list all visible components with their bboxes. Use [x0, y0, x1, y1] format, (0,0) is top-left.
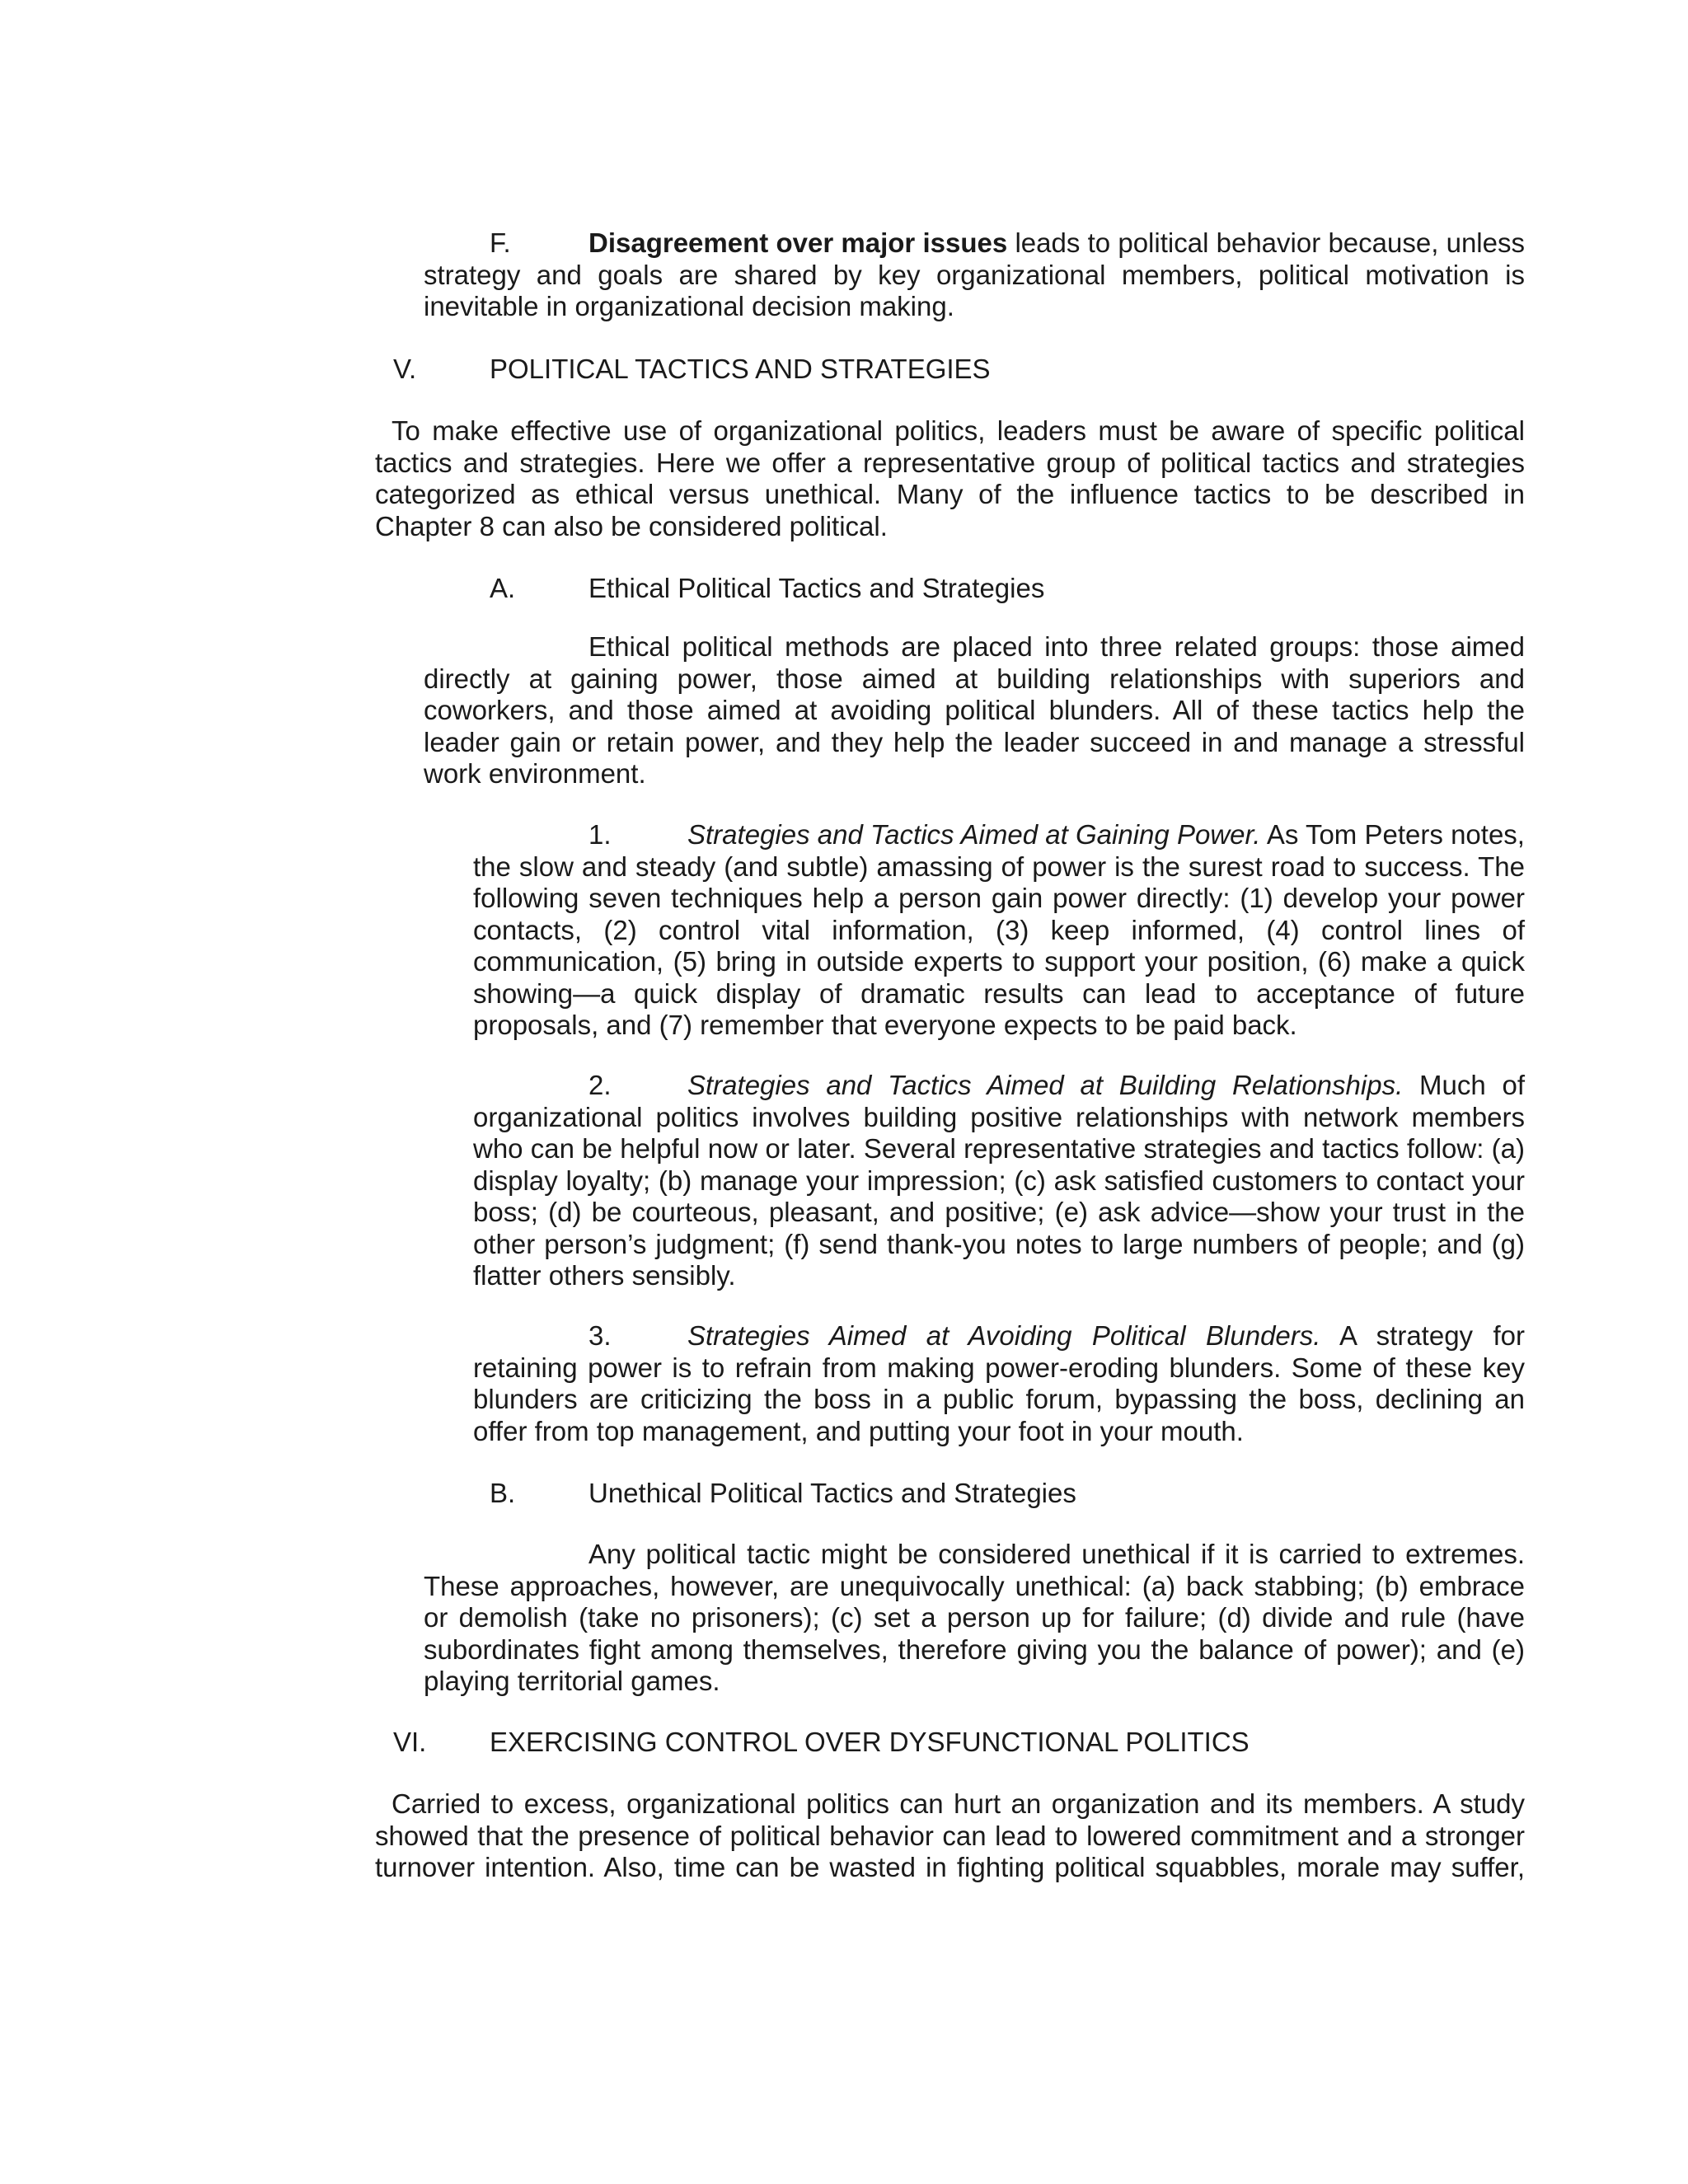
sub-b-text: Any political tactic might be considered unethical if it is carried to extremes. These approaches, however, are unequivocally unethical: (a) back stabbing; (b) embrace or demolish (take no prisoners); (c) set a person up for failure; (d) divide and rule (have subordinates fight among themselves, therefore giving you the balance of power); and (e) playing territorial games.: [424, 1539, 1525, 1696]
item-1-label: 1.: [588, 819, 612, 850]
item-3-title: Strategies Aimed at Avoiding Political Blunders.: [687, 1320, 1321, 1351]
sub-b-label: B.: [490, 1478, 516, 1508]
item-2-title: Strategies and Tactics Aimed at Building Relationships.: [687, 1070, 1404, 1100]
section-vi-intro: Carried to excess, organizational politics can hurt an organization and its members. A study showed that the presence of political behavior can lead to lowered commitment and a stronger turnover intention. Also, time can be wasted in fighting political squabbles, morale may suffer,: [375, 1788, 1525, 1882]
item-3-paragraph: [473, 1320, 1525, 1447]
sub-a-text: Ethical political methods are placed into three related groups: those aimed directly at gaining power, those aimed at building relationships with superiors and coworkers, and those aimed at avoiding political blunders. All of these tactics help the leader gain or retain power, and they help the leader succeed in and manage a stressful work environment.: [424, 631, 1525, 789]
sub-a-heading: [0, 573, 1688, 606]
item-f-bold-text: Disagreement over major issues: [588, 227, 1008, 258]
item-2-paragraph: [473, 1070, 1525, 1292]
section-v-label: V.: [393, 354, 417, 384]
sub-b-paragraph: [424, 1539, 1525, 1698]
item-1-title: Strategies and Tactics Aimed at Gaining Power.: [687, 819, 1261, 850]
section-vi-heading: [0, 1727, 1688, 1760]
item-2-label: 2.: [588, 1070, 612, 1100]
item-1-paragraph: [473, 819, 1525, 1042]
sub-a-label: A.: [490, 573, 516, 603]
item-2-text: Much of organizational politics involves building positive relationships with network members who can be helpful now or later. Several representative strategies and tactics follow: (a) display loyalty; (b) manage your impression; (c) ask satisfied customers to contact your boss; (d) be courteous, pleasant, and positive; (e) ask advice—show your trust in the other person’s judgment; (f) send thank-you notes to large numbers of people; and (g) flatter others sensibly.: [473, 1070, 1525, 1291]
item-f-label: F.: [490, 227, 511, 258]
sub-b-title: Unethical Political Tactics and Strategies: [588, 1478, 1076, 1508]
section-vi-label: VI.: [393, 1727, 427, 1757]
sub-b-heading: [0, 1478, 1688, 1511]
sub-a-title: Ethical Political Tactics and Strategies: [588, 573, 1045, 603]
item-f-paragraph: [424, 227, 1525, 323]
sub-a-paragraph: [424, 631, 1525, 790]
section-v-title: POLITICAL TACTICS AND STRATEGIES: [490, 354, 991, 384]
item-1-text: As Tom Peters notes, the slow and steady (and subtle) amassing of power is the surest road to success. The following seven techniques help a person gain power directly: (1) develop your power contacts, (2) control vital information, (3) keep informed, (4) control lines of communication, (5) bring in outside experts to support your position, (6) make a quick showing—a quick display of dramatic results can lead to acceptance of future proposals, and (7) remember that everyone expects to be paid back.: [473, 819, 1525, 1040]
section-v-intro: To make effective use of organizational politics, leaders must be aware of specific political tactics and strategies. Here we offer a representative group of political tactics and strategies categorized as ethical versus unethical. Many of the influence tactics to be described in Chapter 8 can also be considered political.: [375, 415, 1525, 541]
item-3-label: 3.: [588, 1320, 612, 1351]
section-v-heading: [0, 354, 1688, 387]
item-3-text: A strategy for retaining power is to refrain from making power-eroding blunders. Some of these key blunders are criticizing the boss in a public forum, bypassing the boss, declining an offer from top management, and putting your foot in your mouth.: [473, 1320, 1525, 1446]
item-f-text: leads to political behavior because, unless strategy and goals are shared by key organizational members, political motivation is inevitable in organizational decision making.: [424, 227, 1525, 321]
section-vi-title: EXERCISING CONTROL OVER DYSFUNCTIONAL POLITICS: [490, 1727, 1250, 1757]
